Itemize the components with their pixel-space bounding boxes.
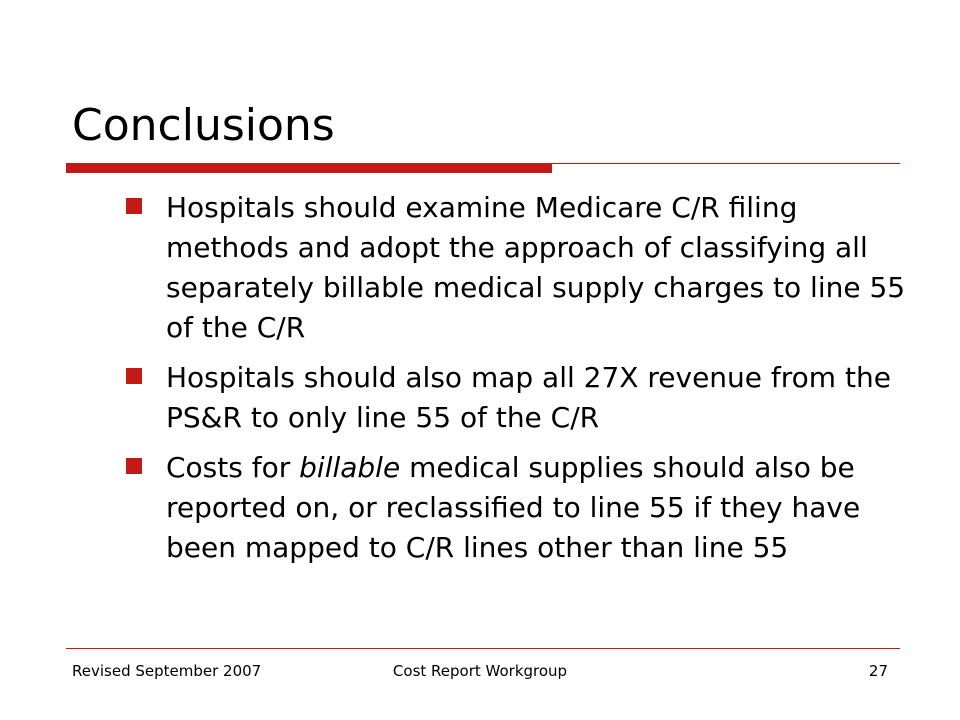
footer-date: Revised September 2007 [72,662,262,680]
slide-number: 27 [868,662,888,680]
slide-title: Conclusions [72,100,335,151]
square-bullet-icon [126,368,142,384]
bullet-text-lead: Costs for [166,451,300,484]
bullet-item [124,448,914,568]
bullet-text: Hospitals should examine Medicare C/R filing methods and adopt the approach of classifying all separately billable medical supply charges to line 55 of the C/R [166,191,906,344]
bullet-text [166,448,914,568]
square-bullet-icon [126,458,142,474]
bullet-text-rest: medical supplies should also be reported on, or reclassified to line 55 if they have been mapped to C/R lines other than line 55 [166,451,861,564]
bullet-item [124,188,914,348]
footer-title: Cost Report Workgroup [392,662,568,680]
bullet-list [124,188,914,578]
bullet-text: Hospitals should also map all 27X revenue from the PS&R to only line 55 of the C/R [166,361,891,434]
title-underline-accent [66,164,552,173]
footer-divider [66,648,900,649]
bullet-emphasis: billable [299,451,401,484]
square-bullet-icon [126,198,142,214]
bullet-item [124,358,914,438]
